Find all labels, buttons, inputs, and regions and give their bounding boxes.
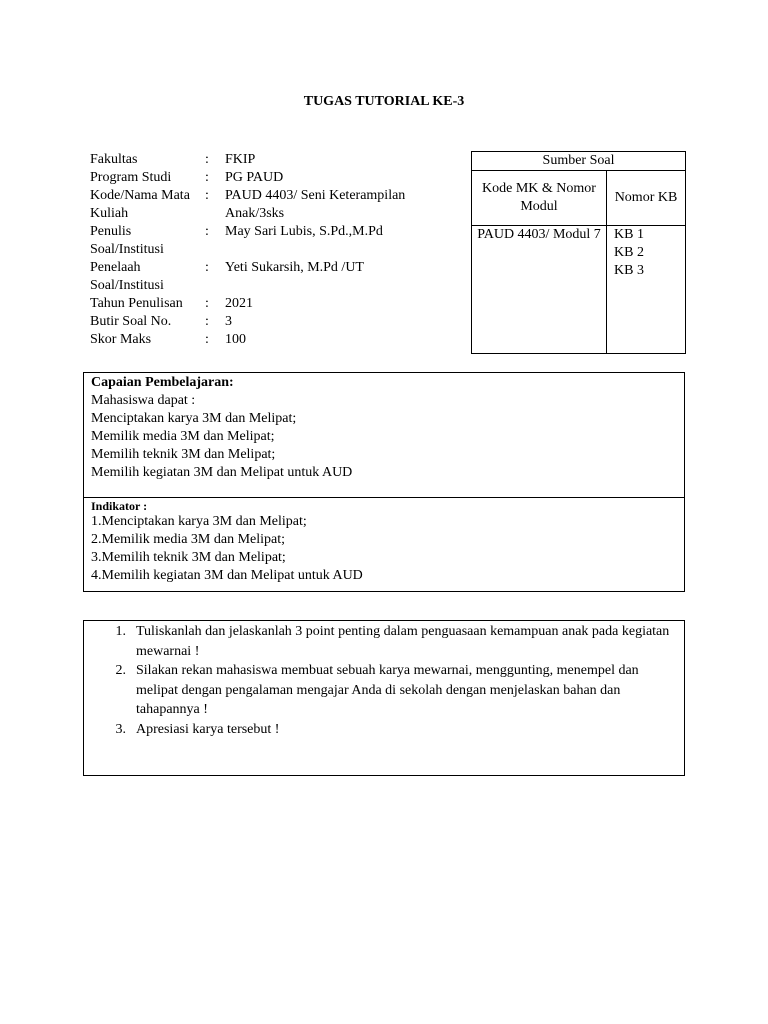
info-row-skor-maks [90,331,460,349]
capaian-line: Memilih kegiatan 3M dan Melipat untuk AUD [91,465,353,480]
info-value: PG PAUD [225,170,284,185]
kode-mk-header: Kode MK & Nomor Modul [472,171,607,226]
info-row-kode-nama [90,187,460,223]
info-value: PAUD 4403/ Seni Keterampilan Anak/3sks [225,188,406,221]
info-label: Penelaah Soal/Institusi [90,260,164,293]
info-separator: : [205,314,209,329]
sumber-soal-header: Sumber Soal [472,152,686,171]
info-label: Program Studi [90,170,172,185]
info-row-fakultas [90,151,460,169]
indikator-title: Indikator : [91,499,148,513]
info-separator: : [205,224,209,239]
info-separator: : [205,152,209,167]
question-number: 1. [115,624,126,639]
indikator-line: 3.Memilih teknik 3M dan Melipat; [91,550,286,565]
info-row-butir-soal [90,313,460,331]
kb-item: KB 1 [614,227,644,242]
info-separator: : [205,260,209,275]
nomor-kb-header: Nomor KB [607,171,686,226]
capaian-title: Capaian Pembelajaran: [91,375,234,390]
question-item [84,720,684,740]
indikator-section [84,499,684,585]
info-label: Kode/Nama Mata Kuliah [90,188,190,221]
nomor-kb-values [607,226,686,354]
info-list [90,151,460,349]
info-value: 100 [225,332,246,347]
question-text: Silakan rekan mahasiswa membuat sebuah karya mewarnai, menggunting, menempel dan melipat dengan pengalaman mengajar Anda di sekolah dengan menjelaskan bahan dan tahapannya ! [136,663,639,717]
question-list [84,621,684,739]
capaian-line: Mahasiswa dapat : [91,393,196,408]
capaian-line: Menciptakan karya 3M dan Melipat; [91,411,297,426]
info-label: Fakultas [90,152,138,167]
capaian-line: Memilik media 3M dan Melipat; [91,429,275,444]
question-item [84,622,684,661]
question-text: Apresiasi karya tersebut ! [136,721,280,737]
info-value: FKIP [225,152,256,167]
info-row-program-studi [90,169,460,187]
info-label: Butir Soal No. [90,314,172,329]
info-value: 3 [225,314,232,329]
info-label: Tahun Penulisan [90,296,183,311]
indikator-line: 1.Menciptakan karya 3M dan Melipat; [91,514,307,529]
indikator-line: 2.Memilik media 3M dan Melipat; [91,532,286,547]
info-value: 2021 [225,296,253,311]
question-item [84,661,684,720]
capaian-box [83,372,685,592]
questions-box [83,620,685,776]
question-number: 2. [115,663,126,678]
question-text: Tuliskanlah dan jelaskanlah 3 point penting dalam penguasaan kemampuan anak pada kegiatan mewarnai ! [136,624,670,659]
info-separator: : [205,170,209,185]
info-row-penelaah [90,259,460,295]
info-separator: : [205,188,209,203]
question-number: 3. [115,721,126,737]
info-row-tahun [90,295,460,313]
info-separator: : [205,296,209,311]
indikator-line: 4.Memilih kegiatan 3M dan Melipat untuk AUD [91,568,363,583]
kb-item: KB 2 [614,245,644,260]
info-value: Yeti Sukarsih, M.Pd /UT [225,260,364,275]
info-label: Penulis Soal/Institusi [90,224,164,257]
sumber-soal-table [471,151,686,354]
info-label: Skor Maks [90,332,152,347]
document-title: TUGAS TUTORIAL KE-3 [303,94,465,109]
info-separator: : [205,332,209,347]
info-value: May Sari Lubis, S.Pd.,M.Pd [225,224,383,239]
capaian-section [84,373,684,498]
info-row-penulis [90,223,460,259]
capaian-line: Memilih teknik 3M dan Melipat; [91,447,276,462]
kode-mk-value: PAUD 4403/ Modul 7 [472,226,607,354]
kb-item: KB 3 [614,263,644,278]
